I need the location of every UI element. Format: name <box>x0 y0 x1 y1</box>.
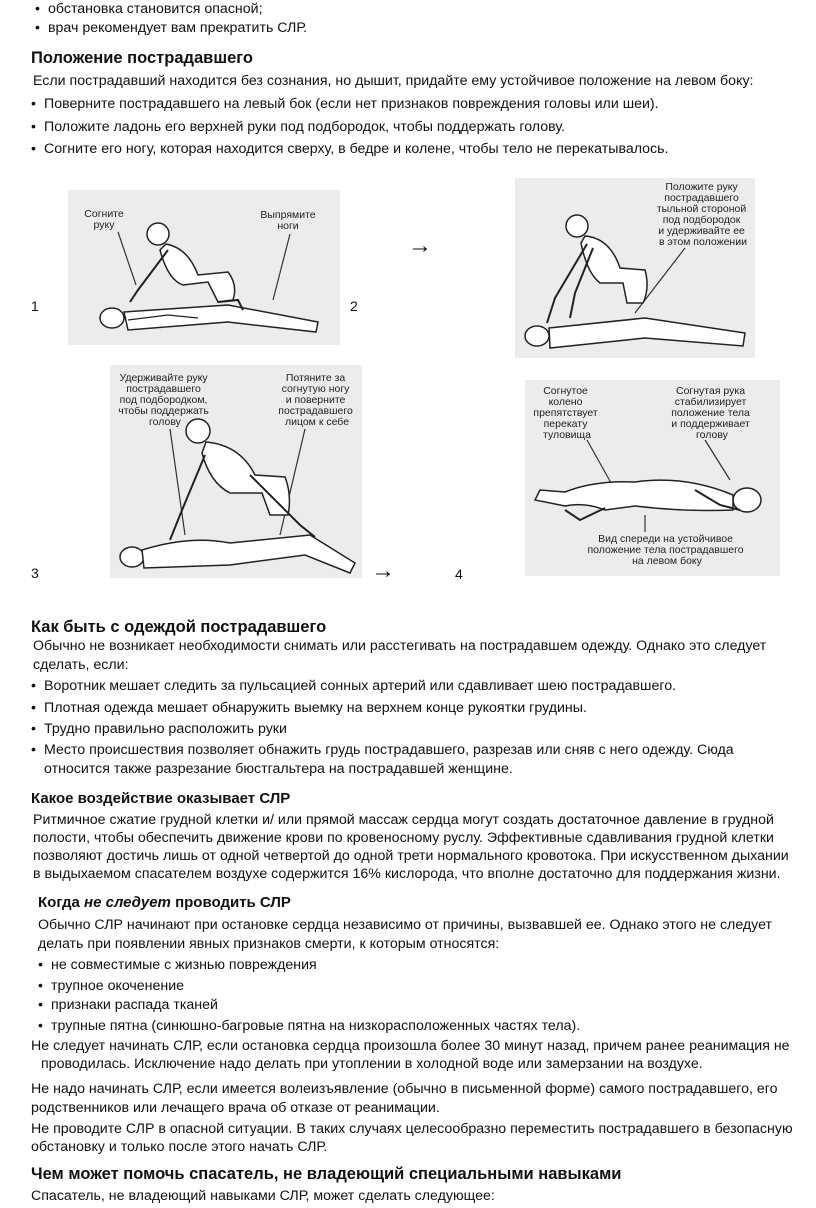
section-heading-clothing: Как быть с одеждой пострадавшего <box>31 618 327 636</box>
section-heading-recovery: Положение пострадавшего <box>31 49 253 67</box>
paragraph: Спасатель, не владеющий навыками СЛР, может сделать следующее: <box>31 1188 495 1204</box>
paragraph: сделать, если: <box>33 657 129 673</box>
paragraph: делать при появлении явных признаков смерти, к которым относятся: <box>38 936 500 952</box>
section-heading-effect: Какое воздействие оказывает СЛР <box>31 790 291 807</box>
svg-text:Согнутое колено: Согнутое колено препятствует перекату туловища <box>533 385 598 441</box>
paragraph: Обычно не возникает необходимости снимать или расстегивать на пострадавшем одежду. Однако это следует <box>33 638 767 654</box>
paragraph: Если пострадавший находится без сознания, но дышит, придайте ему устойчивое положение на левом боку: <box>33 73 754 89</box>
svg-text:Согнутая рука стабилиз: Согнутая рука стабилизирует положение тела и поддерживает голову <box>671 385 750 441</box>
svg-text:Удерживайте руку постр: Удерживайте руку пострадавшего под подбородком, чтобы поддержать голову <box>118 372 209 428</box>
document-page: • обстановка становится опасной; • врач рекомендует вам прекратить СЛР. Положение пострадавшего Если пострадавший находится без сознания, но дышит, придайте ему устойчивое положение на левом боку: • Поверните пострадавшего на левый бок (если нет признаков повреждения головы или шеи). • Положите ладонь его верхней руки под подбородок, чтобы поддержать голову. • Согните его ногу, которая находится сверху, в бедре и колене, чтобы тело не перекатывалось. Согните руку Выпрямите ноги 1 → 2 Положите руку пострадавшего тыльной стороной под подбородок и удерживайте ее в этом положении Удерживайте руку пострадавшего под подбородком, чтобы поддержать голову Потяните за согнутую ногу и поверните пострадавшего лицом к себе 3 → 4 Согнутое колено препятствует перекату туловища Согнутая рука стабилизирует положение тела и поддерживает голову Вид спереди на устойчивое положение тела пострадавшего на левом боку Как быть с одеждой пострадавшего Обычно не возникает необходимости снимать или расстегивать на пострадавшем одежду. Однако это следует сделать, если: • Воротник мешает следить за пульсацией сонных артерий или сдавливает шею пострадавшего. • Плотная одежда мешает обнаружить выемку на верхнем конце рукоятки грудины. • Трудно правильно расположить руки • Место происшествия позволяет обнажить грудь пострадавшего, разрезав или сняв с него одежду. Сюда относится также разрезание бюстгальтера на пострадавшей женщине. Какое воздействие оказывает СЛР Ритмичное сжатие грудной клетки и/ или прямой массаж сердца могут создать достаточное давление в грудной полости, чтобы обеспечить движение крови по кровеносному руслу. Эффективные сдавливания грудной клетки позволяют достичь лишь от одной четвертой до одной трети нормального кровотока. При искусственном дыхании в выдыхаемом спасателем воздухе содержится 16% кислорода, что вполне достаточно для поддержания жизни. Когда не следует проводить СЛР Обычно СЛР начинают при остановке сердца независимо от причины, вызвавшей ее. Однако этого не следует делать при появлении явных признаков смерти, к которым относятся: • не совместимые с жизнью повреждения • трупное окоченение • признаки распада тканей • трупные пятна (синюшно-багровые пятна на низкорасположенных частях тела). Не следует начинать СЛР, если остановка сердца произошла более 30 минут назад, причем ранее реанимация не проводилась. Исключение надо делать при утоплении в холодной воде или замерзании на воздухе. Не надо начинать СЛР, если имеется волеизъявление (обычно в письменной форме) самого пострадавшего, его родственников или лечащего врача об отказе от реанимации. Не проводите СЛР в опасной ситуации. В таких случаях целесообразно переместить пострадавшего в безопасную обстановку и только после этого начать СЛР. Чем может помочь спасатель, не владеющий специальными навыками Спасатель, не владеющий навыками СЛР, может сделать следующее: <box>31 1 793 1204</box>
section-heading-when-not: Когда не следует проводить СЛР <box>38 894 291 911</box>
paragraph: проводилась. Исключение надо делать при утоплении в холодной воде или замерзании на воздухе. <box>41 1056 703 1072</box>
step-number: 4 <box>455 566 463 582</box>
step-number: 3 <box>31 565 39 581</box>
paragraph: полости, чтобы обеспечить движение крови по кровеносному руслу. Эффективные сдавливания грудной клетки <box>33 830 774 846</box>
list-item-continuation: относится также разрезание бюстгальтера на пострадавшей женщине. <box>44 761 513 777</box>
section-heading-helper: Чем может помочь спасатель, не владеющий специальными навыками <box>31 1165 622 1183</box>
illustration-step-2 <box>515 178 755 358</box>
paragraph: Ритмичное сжатие грудной клетки и/ или прямой массаж сердца могут создать достаточное давление в грудной <box>33 812 774 828</box>
svg-text:Положите руку пострада: Положите руку пострадавшего тыльной стороной под подбородок и удерживайте ее в этом положении <box>656 181 747 248</box>
svg-text:Выпрямитеноги: Выпрямите ноги <box>260 209 316 232</box>
paragraph: Обычно СЛР начинают при остановке сердца независимо от причины, вызвавшей ее. Однако этого не следует <box>38 917 773 933</box>
svg-text:Согнитеруку: Согните руку <box>84 208 124 231</box>
illustration-step-4 <box>525 380 780 576</box>
paragraph: обстановку и только после этого начать СЛР. <box>31 1139 328 1155</box>
step-number: 2 <box>350 298 358 314</box>
paragraph: Не проводите СЛР в опасной ситуации. В таких случаях целесообразно переместить пострадавшего в безопасную <box>31 1121 793 1137</box>
svg-text:Потяните за согнутую н: Потяните за согнутую ногу и поверните пострадавшего лицом к себе <box>278 372 353 428</box>
arrow-right-icon: → <box>371 557 395 584</box>
step-number: 1 <box>31 298 39 314</box>
illustration-step-1 <box>68 190 340 345</box>
paragraph: Не следует начинать СЛР, если остановка сердца произошла более 30 минут назад, причем ранее реанимация не <box>31 1038 790 1054</box>
paragraph: позволяют достичь лишь от одной четвертой до одной трети нормального кровотока. При искусственном дыхании <box>33 848 789 864</box>
illustration-step-3 <box>110 365 362 578</box>
paragraph: Не надо начинать СЛР, если имеется волеизъявление (обычно в письменной форме) самого пострадавшего, его <box>31 1081 778 1097</box>
paragraph: в выдыхаемом спасателем воздухе содержится 16% кислорода, что вполне достаточно для поддержания жизни. <box>33 866 781 882</box>
svg-text:Вид спереди на устойчивое: Вид спереди на устойчивое положение тела пострадавшего на левом боку <box>587 533 744 567</box>
arrow-right-icon: → <box>408 232 432 259</box>
paragraph: родственников или лечащего врача об отказе от реанимации. <box>31 1100 440 1116</box>
